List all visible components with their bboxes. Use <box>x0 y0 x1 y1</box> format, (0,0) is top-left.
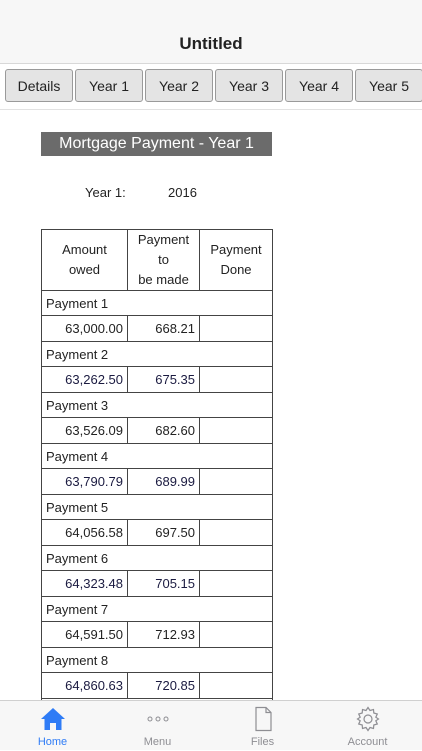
payment-label-row <box>42 444 273 469</box>
payment-table <box>41 229 273 724</box>
payment-value-row <box>42 622 273 648</box>
payment-label: Payment 5 <box>42 495 273 520</box>
sheet-tabs <box>0 64 422 110</box>
gear-icon <box>354 706 382 737</box>
amount-owed-cell[interactable]: 64,860.63 <box>42 673 128 699</box>
tab-year-5[interactable]: Year 5 <box>355 69 422 102</box>
header-payment-done <box>200 230 273 291</box>
year-value[interactable]: 2016 <box>168 185 197 200</box>
tabbar-menu-label: Menu <box>143 736 172 748</box>
tabbar-account-label: Account <box>347 736 388 748</box>
payment-label: Payment 6 <box>42 546 273 571</box>
more-dots-icon <box>144 706 172 737</box>
amount-owed-cell[interactable]: 64,591.50 <box>42 622 128 648</box>
tab-year-1[interactable]: Year 1 <box>75 69 143 102</box>
year-label: Year 1: <box>85 185 126 200</box>
payment-label: Payment 4 <box>42 444 273 469</box>
tab-year-4[interactable]: Year 4 <box>285 69 353 102</box>
home-icon <box>39 706 67 737</box>
payment-label: Payment 2 <box>42 342 273 367</box>
tabbar-files-label: Files <box>250 736 275 748</box>
tabbar-account[interactable] <box>315 701 420 751</box>
payment-label-row <box>42 291 273 316</box>
header-done-line2: Done <box>220 262 252 277</box>
payment-label-row <box>42 342 273 367</box>
payment-label-row <box>42 648 273 673</box>
tabbar-files[interactable] <box>210 701 315 751</box>
payment-done-cell[interactable] <box>200 367 273 393</box>
payment-done-cell[interactable] <box>200 418 273 444</box>
tab-details[interactable]: Details <box>5 69 73 102</box>
payment-label: Payment 8 <box>42 648 273 673</box>
payment-to-be-made-cell[interactable]: 682.60 <box>128 418 200 444</box>
payment-value-row <box>42 673 273 699</box>
payment-value-row <box>42 316 273 342</box>
payment-done-cell[interactable] <box>200 673 273 699</box>
payment-label: Payment 3 <box>42 393 273 418</box>
payment-to-be-made-cell[interactable]: 720.85 <box>128 673 200 699</box>
payment-to-be-made-cell[interactable]: 675.35 <box>128 367 200 393</box>
payment-label-row <box>42 597 273 622</box>
payment-value-row <box>42 571 273 597</box>
payment-done-cell[interactable] <box>200 622 273 648</box>
amount-owed-cell[interactable]: 63,526.09 <box>42 418 128 444</box>
tabbar-home-label: Home <box>37 736 68 748</box>
amount-owed-cell[interactable]: 64,323.48 <box>42 571 128 597</box>
payment-label: Payment 7 <box>42 597 273 622</box>
payment-done-cell[interactable] <box>200 316 273 342</box>
payment-value-row <box>42 418 273 444</box>
tab-year-2[interactable]: Year 2 <box>145 69 213 102</box>
bottom-tab-bar <box>0 700 422 750</box>
payment-to-be-made-cell[interactable]: 689.99 <box>128 469 200 495</box>
payment-value-row <box>42 469 273 495</box>
document-title: Untitled <box>179 34 243 53</box>
payment-to-be-made-cell[interactable]: 712.93 <box>128 622 200 648</box>
header-payment-line2: be made <box>138 272 189 287</box>
amount-owed-cell[interactable]: 63,262.50 <box>42 367 128 393</box>
tab-year-3[interactable]: Year 3 <box>215 69 283 102</box>
file-icon <box>249 706 277 737</box>
payment-done-cell[interactable] <box>200 469 273 495</box>
header-amount-line2: owed <box>68 262 101 277</box>
tabbar-menu[interactable] <box>105 701 210 751</box>
tabbar-home[interactable] <box>0 701 105 751</box>
payment-to-be-made-cell[interactable]: 668.21 <box>128 316 200 342</box>
amount-owed-cell[interactable]: 64,056.58 <box>42 520 128 546</box>
payment-label: Payment 1 <box>42 291 273 316</box>
payment-label-row <box>42 495 273 520</box>
payment-done-cell[interactable] <box>200 571 273 597</box>
payment-to-be-made-cell[interactable]: 697.50 <box>128 520 200 546</box>
amount-owed-cell[interactable]: 63,790.79 <box>42 469 128 495</box>
payment-value-row <box>42 520 273 546</box>
navigation-bar <box>0 0 422 64</box>
payment-to-be-made-cell[interactable]: 705.15 <box>128 571 200 597</box>
payment-label-row <box>42 546 273 571</box>
header-payment-line1: Payment to <box>137 232 190 267</box>
table-header-row <box>42 230 273 291</box>
amount-owed-cell[interactable]: 63,000.00 <box>42 316 128 342</box>
header-amount-line1: Amount <box>62 242 107 257</box>
payment-label-row <box>42 393 273 418</box>
sheet-title: Mortgage Payment - Year 1 <box>41 132 272 156</box>
header-done-line1: Payment <box>210 242 262 257</box>
payment-value-row <box>42 367 273 393</box>
header-amount-owed <box>42 230 128 291</box>
payment-done-cell[interactable] <box>200 520 273 546</box>
header-payment-to-be-made <box>128 230 200 291</box>
